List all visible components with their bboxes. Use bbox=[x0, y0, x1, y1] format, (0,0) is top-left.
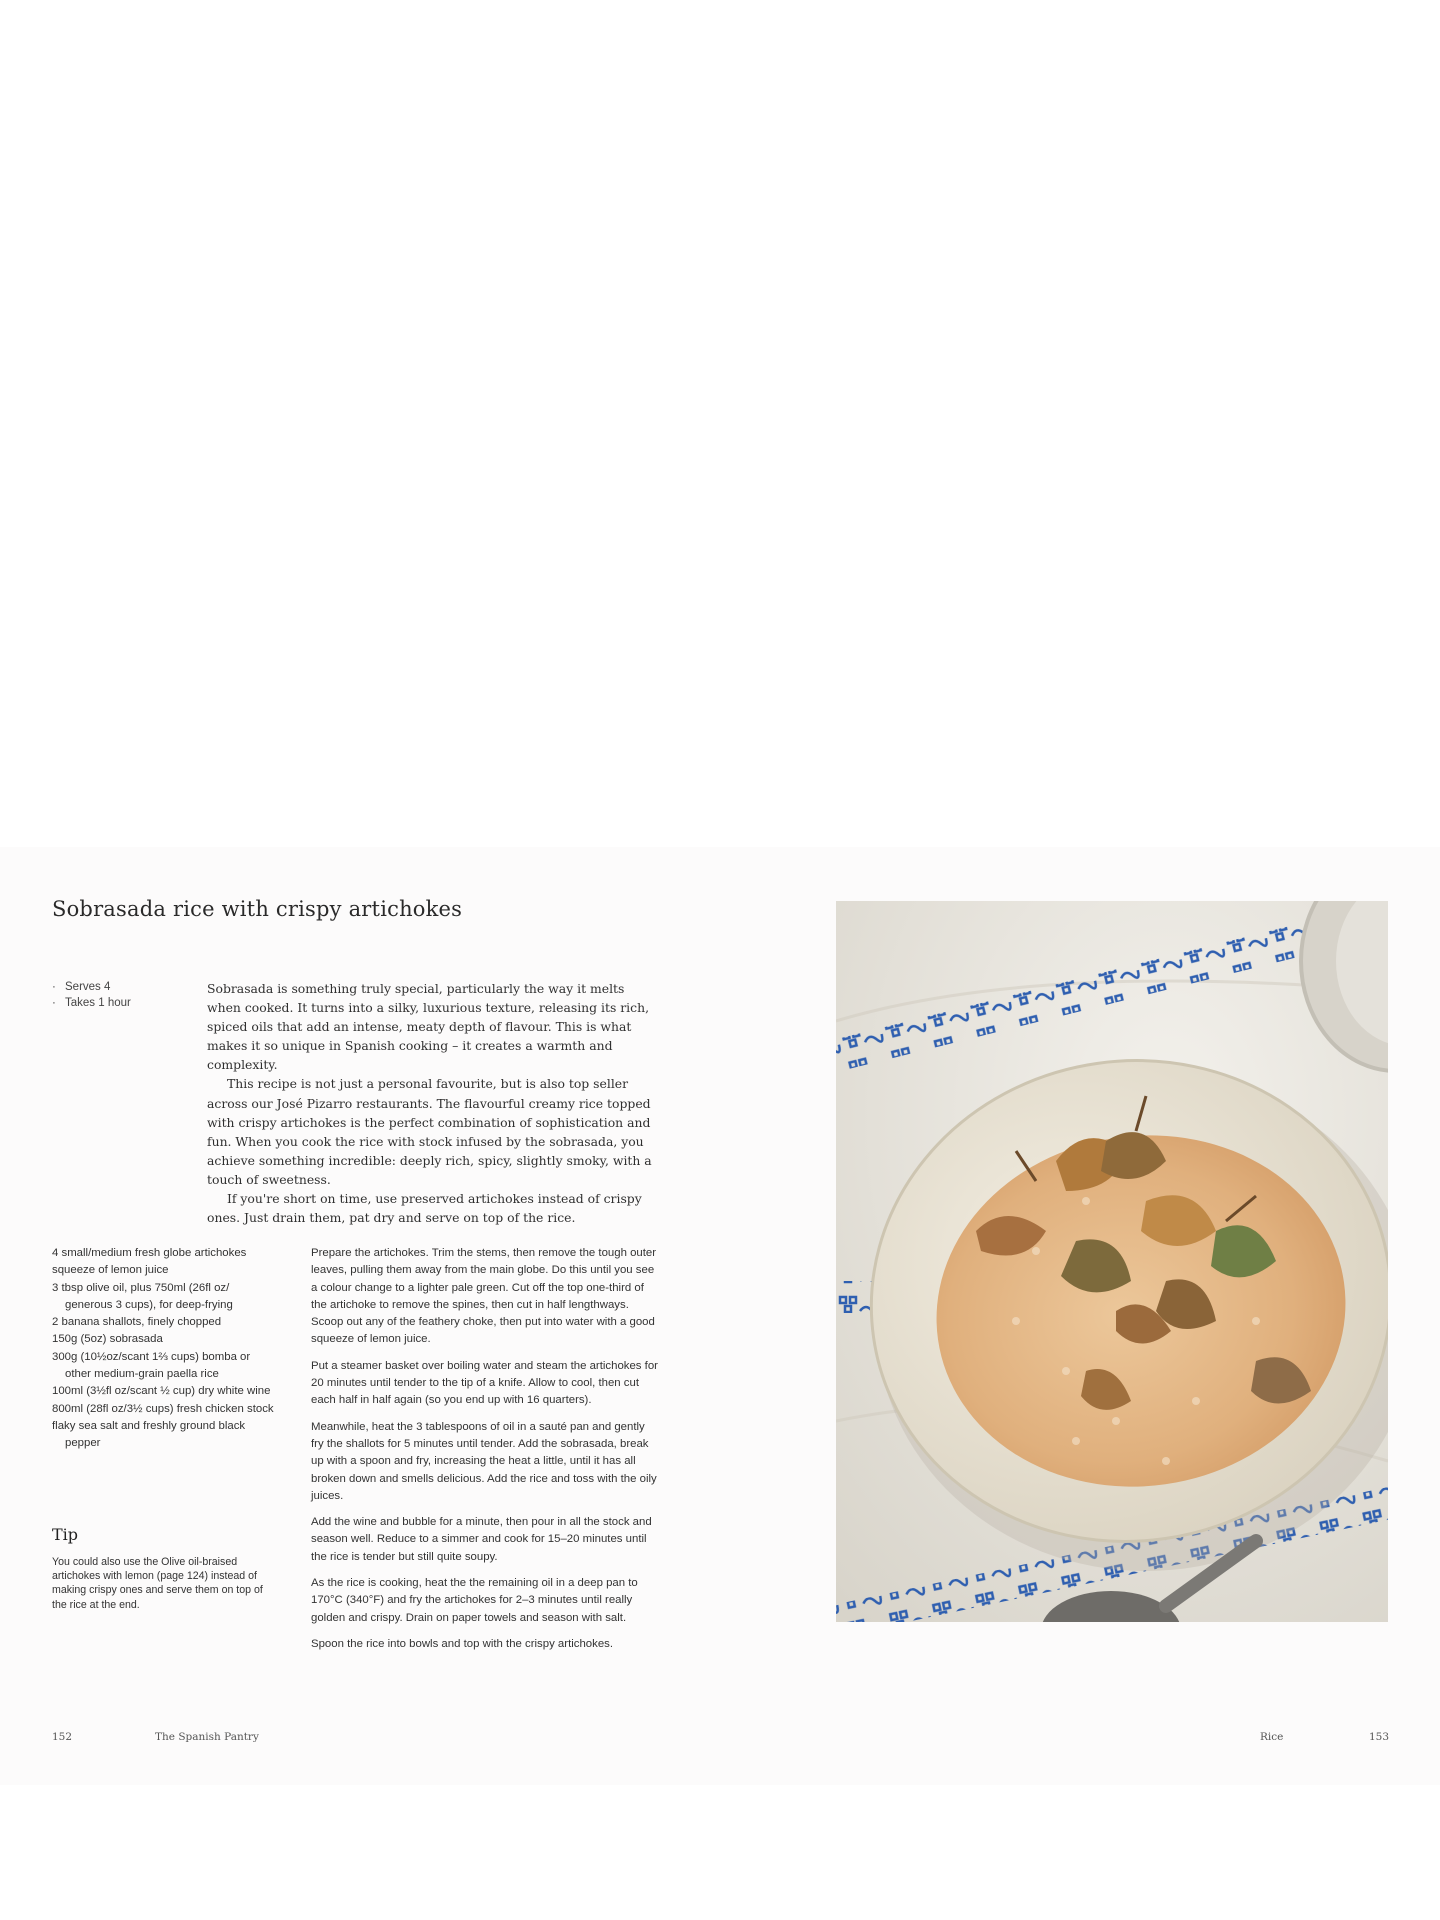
ingredient-item: flaky sea salt and freshly ground black pepper bbox=[52, 1419, 246, 1450]
method-step: Meanwhile, heat the 3 tablespoons of oil in a sauté pan and gently fry the shallots for 5 minutes until tender. Add the sobrasada, break up with a spoon and fry, increasing the heat a little, until it has all broken down and smells delicious. Add the rice and toss with the oily juices. bbox=[311, 1420, 657, 1502]
dish-illustration bbox=[836, 901, 1388, 1622]
left-running-title: The Spanish Pantry bbox=[155, 1731, 259, 1743]
bullet-icon: · bbox=[52, 981, 56, 993]
dish-photo bbox=[836, 901, 1388, 1622]
ingredient-item: 4 small/medium fresh globe artichokes bbox=[52, 1247, 247, 1259]
recipe-title: Sobrasada rice with crispy artichokes bbox=[52, 897, 463, 921]
method-step: Prepare the artichokes. Trim the stems, then remove the tough outer leaves, pulling them away from the main globe. Do this until you see a colour change to a lighter pale green. Cut off the top one-third of the artichoke to remove the spines, then cut in half lengthways. Scoop out any of the feathery choke, then put into water with a good squeeze of lemon juice. bbox=[311, 1247, 657, 1346]
method-step: Put a steamer basket over boiling water and steam the artichokes for 20 minutes until tender to the tip of a knife. Allow to cool, then cut each half in half again (so you end up with 16 quarters). bbox=[311, 1359, 658, 1407]
time-item: · Takes 1 hour bbox=[52, 997, 131, 1009]
serves-item: · Serves 4 bbox=[52, 981, 111, 993]
book-spread bbox=[0, 847, 1440, 1785]
intro-paragraph: If you're short on time, use preserved artichokes instead of crispy ones. Just drain them, pat dry and serve on top of the rice. bbox=[207, 1191, 642, 1226]
right-running-title: Rice bbox=[1260, 1731, 1284, 1743]
method-steps bbox=[311, 1245, 659, 1662]
ingredients-list bbox=[52, 1245, 277, 1453]
ingredient-item: 100ml (3½fl oz/scant ½ cup) dry white wine bbox=[52, 1385, 271, 1398]
ingredient-item: 150g (5oz) sobrasada bbox=[52, 1333, 163, 1346]
method-step: Add the wine and bubble for a minute, then pour in all the stock and season well. Reduce to a simmer and cook for 15–20 minutes until the rice is tender but still quite soupy. bbox=[311, 1516, 652, 1563]
tip-title: Tip bbox=[52, 1525, 79, 1544]
ingredient-item: 800ml (28fl oz/3½ cups) fresh chicken stock bbox=[52, 1402, 274, 1415]
right-page-number: 153 bbox=[1369, 1731, 1390, 1743]
intro-paragraph: This recipe is not just a personal favourite, but is also top seller across our José Pizarro restaurants. The flavourful creamy rice topped with crispy artichokes is the perfect combination of sophistication and fun. When you cook the rice with stock infused by the sobrasada, you achieve something incredible: deeply rich, spicy, slightly smoky, with a touch of sweetness. bbox=[207, 1076, 652, 1187]
recipe-meta bbox=[52, 981, 131, 1013]
intro-paragraph: Sobrasada is something truly special, particularly the way it melts when cooked. It turns into a silky, luxurious texture, releasing its rich, spiced oils that add an intense, meaty depth of flavour. This is what makes it so unique in Spanish cooking – it creates a warmth and complexity. bbox=[207, 981, 650, 1073]
ingredient-item: 2 banana shallots, finely chopped bbox=[52, 1316, 222, 1329]
left-page-number: 152 bbox=[52, 1731, 73, 1743]
ingredient-item: 300g (10½oz/scant 1⅔ cups) bomba or other medium-grain paella rice bbox=[52, 1350, 251, 1381]
method-step: As the rice is cooking, heat the the remaining oil in a deep pan to 170°C (340°F) and fry the artichokes for 2–3 minutes until really golden and crispy. Drain on paper towels and season with salt. bbox=[311, 1577, 638, 1624]
tip-text: You could also use the Olive oil-braised artichokes with lemon (page 124) instead of making crispy ones and serve them on top of the rice at the end. bbox=[52, 1556, 263, 1611]
bullet-icon: · bbox=[52, 997, 56, 1009]
ingredient-item: squeeze of lemon juice bbox=[52, 1264, 169, 1277]
recipe-intro bbox=[207, 979, 655, 1227]
method-step: Spoon the rice into bowls and top with the crispy artichokes. bbox=[311, 1637, 614, 1650]
ingredient-item: 3 tbsp olive oil, plus 750ml (26fl oz/ generous 3 cups), for deep-frying bbox=[52, 1281, 233, 1311]
